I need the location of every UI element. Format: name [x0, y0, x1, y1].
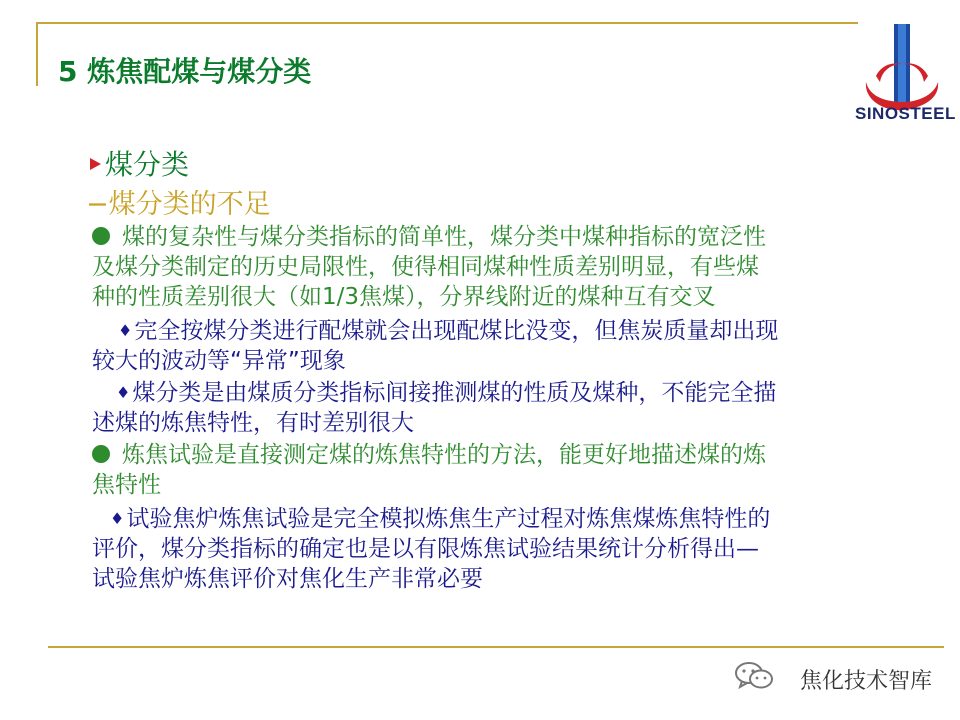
section-heading: [90, 143, 189, 183]
text-line-content: 试验焦炉炼焦试验是完全模拟炼焦生产过程对炼焦煤炼焦特性的: [126, 506, 771, 532]
logo-text: SINOSTEEL: [855, 104, 956, 123]
text-line: [92, 504, 770, 534]
text-line: [92, 440, 766, 470]
diamond-icon: ♦: [110, 509, 125, 528]
text-line-content: 完全按煤分类进行配煤就会出现配煤比没变，但焦炭质量却出现: [134, 318, 779, 344]
diamond-icon: ♦: [118, 321, 133, 340]
paragraph-3: [92, 378, 776, 438]
watermark-text: 焦化技术智库: [799, 669, 932, 694]
text-line: [92, 378, 776, 408]
bottom-rule: [48, 646, 944, 648]
wechat-icon: [734, 660, 774, 692]
text-line: 焦特性: [92, 472, 161, 498]
paragraph-1: [92, 222, 766, 312]
text-line: 试验焦炉炼焦评价对焦化生产非常必要: [92, 566, 483, 592]
green-circle-icon: [92, 445, 110, 463]
section-subheading: −煤分类的不足: [86, 189, 271, 220]
paragraph-2: [92, 316, 778, 376]
top-rule: [36, 22, 858, 24]
section-heading-text: 煤分类: [105, 148, 190, 181]
text-line: 述煤的炼焦特性，有时差别很大: [92, 410, 414, 436]
paragraph-4: [92, 440, 766, 500]
text-line: 较大的波动等“异常”现象: [92, 348, 346, 374]
diamond-icon: ♦: [116, 383, 131, 402]
text-line-content: 煤分类是由煤质分类指标间接推测煤的性质及煤种，不能完全描: [132, 380, 777, 406]
text-line-content: 炼焦试验是直接测定煤的炼焦特性的方法，能更好地描述煤的炼: [122, 442, 766, 468]
left-rule: [36, 22, 38, 86]
paragraph-5: [92, 504, 770, 594]
page-title: 5 炼焦配煤与煤分类: [58, 55, 312, 88]
text-line-content: 煤的复杂性与煤分类指标的简单性，煤分类中煤种指标的宽泛性: [122, 224, 766, 250]
text-line: [92, 222, 766, 252]
text-line: [92, 316, 778, 346]
green-circle-icon: [92, 227, 110, 245]
text-line: 评价，煤分类指标的确定也是以有限炼焦试验结果统计分析得出—: [92, 536, 759, 562]
text-line: 及煤分类制定的历史局限性，使得相同煤种性质差别明显，有些煤: [92, 254, 759, 280]
red-triangle-icon: [90, 158, 101, 170]
text-line: 种的性质差别很大（如1/3焦煤），分界线附近的煤种互有交叉: [92, 284, 716, 310]
